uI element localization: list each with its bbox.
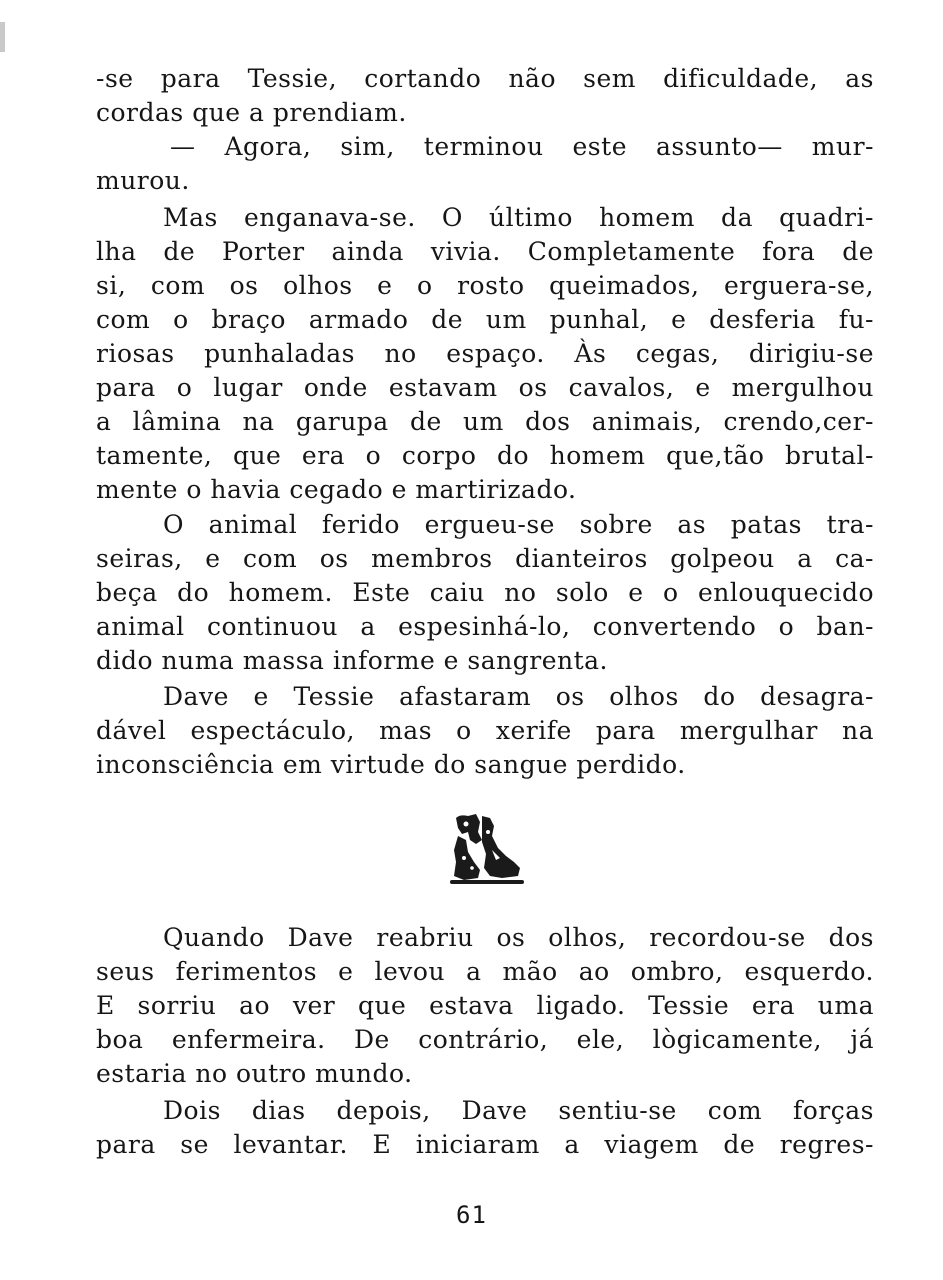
text-line: tamente, que era o corpo do homem que,tão brutal- [96, 441, 874, 470]
text-line: Dois dias depois, Dave sentiu-se com forças [163, 1096, 874, 1125]
text-line: E sorriu ao ver que estava ligado. Tessie era uma [96, 991, 874, 1020]
text-line: seiras, e com os membros dianteiros golpeou a ca- [96, 544, 874, 573]
text-line: estaria no outro mundo. [96, 1059, 413, 1088]
text-line: Quando Dave reabriu os olhos, recordou-se dos [163, 923, 874, 952]
text-line: para o lugar onde estavam os cavalos, e mergulhou [96, 373, 874, 402]
text-line: cordas que a prendiam. [96, 98, 407, 127]
text-line: si, com os olhos e o rosto queimados, erguera-se, [96, 271, 874, 300]
text-line: mente o havia cegado e martirizado. [96, 475, 577, 504]
text-line: -se para Tessie, cortando não sem dificuldade, as [96, 64, 874, 93]
text-line: O animal ferido ergueu-se sobre as patas tra- [163, 510, 874, 539]
text-line: Dave e Tessie afastaram os olhos do desagra- [163, 682, 874, 711]
text-line: dável espectáculo, mas o xerife para mergulhar na [96, 716, 874, 745]
text-line: boa enfermeira. De contrário, ele, lògicamente, já [96, 1025, 874, 1054]
text-line: riosas punhaladas no espaço. Às cegas, dirigiu-se [96, 339, 874, 368]
page-edge-mark [0, 22, 5, 52]
text-line: a lâmina na garupa de um dos animais, crendo,cer- [96, 407, 874, 436]
text-line: Mas enganava-se. O último homem da quadri- [163, 203, 874, 232]
text-line: beça do homem. Este caiu no solo e o enlouquecido [96, 578, 874, 607]
text-line: animal continuou a espesinhá-lo, convertendo o ban- [96, 612, 874, 641]
text-line: lha de Porter ainda vivia. Completamente fora de [96, 237, 874, 266]
page-number: 61 [456, 1201, 487, 1229]
text-line: dido numa massa informe e sangrenta. [96, 646, 609, 675]
text-line: seus ferimentos e levou a mão ao ombro, esquerdo. [96, 957, 874, 986]
text-line: para se levantar. E iniciaram a viagem de regres- [96, 1130, 874, 1159]
text-line: murou. [96, 166, 190, 195]
text-line: — Agora, sim, terminou este assunto— mur- [170, 132, 874, 161]
boot-vignette-icon [446, 810, 528, 888]
text-line: com o braço armado de um punhal, e desferia fu- [96, 305, 874, 334]
text-line: inconsciência em virtude do sangue perdido. [96, 750, 686, 779]
